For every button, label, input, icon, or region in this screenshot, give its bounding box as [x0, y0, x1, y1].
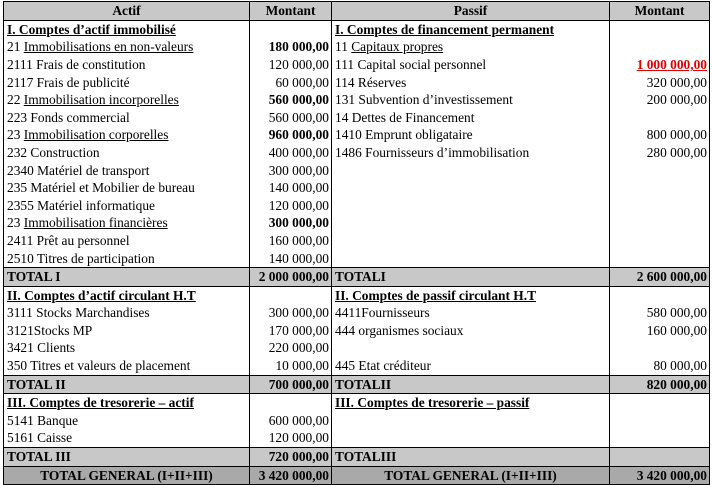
amount-cell: 120 000,00: [250, 56, 332, 74]
account-code: 23: [7, 215, 24, 231]
amount-cell: [610, 232, 710, 250]
table-row: [4, 215, 710, 233]
amount-cell: 140 000,00: [250, 250, 332, 268]
table-row: [4, 39, 710, 57]
account-group-label: Capitaux propres: [351, 39, 444, 55]
table-row: [4, 394, 710, 412]
total-amount: 700 000,00: [250, 375, 332, 394]
amount-cell: 560 000,00: [250, 91, 332, 109]
amount-cell: 170 000,00: [250, 322, 332, 340]
amount-cell: 120 000,00: [250, 197, 332, 215]
table-row: [4, 357, 710, 375]
amount-cell: 400 000,00: [250, 144, 332, 162]
amount-cell: [610, 250, 710, 268]
amount-cell: 10 000,00: [250, 357, 332, 375]
header-montant-actif: Montant: [250, 2, 332, 21]
account-cell: 111 Capital social personnel: [332, 56, 610, 74]
table-row: [4, 197, 710, 215]
account-cell: 5141 Banque: [4, 412, 250, 430]
account-cell: 3111 Stocks Marchandises: [4, 305, 250, 323]
header-row: [4, 2, 710, 21]
total-amount: 2 600 000,00: [610, 268, 710, 287]
table-row: [4, 91, 710, 109]
total-label: TOTALII: [332, 375, 610, 394]
table-row: [4, 74, 710, 92]
section-title-tresorerie-actif: III. Comptes de tresorerie – actif: [4, 394, 250, 412]
table-row: [4, 56, 710, 74]
amount-cell-highlight: [610, 56, 710, 74]
amount-cell: 80 000,00: [610, 357, 710, 375]
total-label: TOTAL II: [4, 375, 250, 394]
account-cell: [4, 39, 250, 57]
account-cell: [332, 250, 610, 268]
account-cell: 5161 Caisse: [4, 430, 250, 448]
header-actif: Actif: [4, 2, 250, 21]
section-title-actif-circulant: II. Comptes d’actif circulant H.T: [4, 286, 250, 304]
amount-cell: [610, 394, 710, 412]
account-cell: 114 Réserves: [332, 74, 610, 92]
amount-cell: [250, 21, 332, 39]
account-cell: 445 Etat créditeur: [332, 357, 610, 375]
table-row: [4, 162, 710, 180]
account-cell: 235 Matériel et Mobilier de bureau: [4, 179, 250, 197]
account-cell: 2340 Matériel de transport: [4, 162, 250, 180]
table-row: [4, 322, 710, 340]
section-title-actif-immobilise: I. Comptes d’actif immobilisé: [4, 21, 250, 39]
account-cell: 2117 Frais de publicité: [4, 74, 250, 92]
amount-cell: 600 000,00: [250, 412, 332, 430]
account-cell: [4, 91, 250, 109]
total-row: [4, 448, 710, 467]
section-title-financement-permanent: I. Comptes de financement permanent: [332, 21, 610, 39]
amount-cell: [610, 197, 710, 215]
table-row: [4, 305, 710, 323]
header-passif: Passif: [332, 2, 610, 21]
account-code: 22: [7, 92, 24, 108]
grand-total-label: TOTAL GENERAL (I+II+III): [4, 466, 250, 485]
account-cell: 3121Stocks MP: [4, 322, 250, 340]
account-cell: [332, 430, 610, 448]
account-cell: [332, 39, 610, 57]
account-cell: 131 Subvention d’investissement: [332, 91, 610, 109]
amount-cell: 960 000,00: [250, 127, 332, 145]
grand-total-amount: 3 420 000,00: [610, 466, 710, 485]
table-row: [4, 21, 710, 39]
account-cell: [332, 162, 610, 180]
account-cell: [4, 215, 250, 233]
account-cell: 1410 Emprunt obligataire: [332, 127, 610, 145]
account-group-label: Immobilisations en non-valeurs: [23, 39, 194, 55]
amount-cell: 160 000,00: [250, 232, 332, 250]
grand-total-row: [4, 466, 710, 485]
amount-cell: 200 000,00: [610, 91, 710, 109]
header-montant-passif: Montant: [610, 2, 710, 21]
amount-cell: [610, 286, 710, 304]
account-group-label: Immobilisation financières: [23, 215, 168, 231]
account-cell: 444 organismes sociaux: [332, 322, 610, 340]
account-cell: 4411Fournisseurs: [332, 305, 610, 323]
total-amount: 820 000,00: [610, 375, 710, 394]
table-row: [4, 144, 710, 162]
total-row: [4, 268, 710, 287]
table-row: [4, 250, 710, 268]
total-label: TOTALI: [332, 268, 610, 287]
amount-cell: 280 000,00: [610, 144, 710, 162]
table-row: [4, 179, 710, 197]
account-cell: [4, 127, 250, 145]
account-cell: 223 Fonds commercial: [4, 109, 250, 127]
table-row: [4, 340, 710, 358]
amount-cell: 160 000,00: [610, 322, 710, 340]
amount-cell: 300 000,00: [250, 305, 332, 323]
amount-cell: [610, 39, 710, 57]
table-row: [4, 286, 710, 304]
account-group-label: Immobilisation incorporelles: [23, 92, 179, 108]
amount-cell: 60 000,00: [250, 74, 332, 92]
total-row: [4, 375, 710, 394]
account-cell: [332, 340, 610, 358]
amount-cell: 580 000,00: [610, 305, 710, 323]
amount-cell: [610, 109, 710, 127]
highlighted-amount: 1 000 000,00: [636, 56, 707, 72]
account-cell: [332, 232, 610, 250]
account-cell: 2411 Prêt au personnel: [4, 232, 250, 250]
account-cell: [332, 179, 610, 197]
amount-cell: 180 000,00: [250, 39, 332, 57]
amount-cell: 800 000,00: [610, 127, 710, 145]
amount-cell: 320 000,00: [610, 74, 710, 92]
table-row: [4, 412, 710, 430]
account-cell: 2510 Titres de participation: [4, 250, 250, 268]
amount-cell: [610, 215, 710, 233]
amount-cell: 120 000,00: [250, 430, 332, 448]
account-cell: 1486 Fournisseurs d’immobilisation: [332, 144, 610, 162]
table-row: [4, 109, 710, 127]
account-cell: 350 Titres et valeurs de placement: [4, 357, 250, 375]
account-cell: [332, 412, 610, 430]
grand-total-amount: 3 420 000,00: [250, 466, 332, 485]
account-cell: 3421 Clients: [4, 340, 250, 358]
table-row: [4, 430, 710, 448]
grand-total-label: TOTAL GENERAL (I+II+III): [332, 466, 610, 485]
amount-cell: [610, 179, 710, 197]
amount-cell: 220 000,00: [250, 340, 332, 358]
amount-cell: [610, 340, 710, 358]
total-label: TOTAL III: [4, 448, 250, 467]
account-code: 23: [7, 127, 24, 143]
amount-cell: [610, 412, 710, 430]
section-title-tresorerie-passif: III. Comptes de tresorerie – passif: [332, 394, 610, 412]
amount-cell: [610, 162, 710, 180]
total-label: TOTALIII: [332, 448, 610, 467]
account-cell: 2111 Frais de constitution: [4, 56, 250, 74]
amount-cell: [250, 394, 332, 412]
amount-cell: [250, 286, 332, 304]
account-cell: 2355 Matériel informatique: [4, 197, 250, 215]
account-code: 11: [335, 39, 352, 55]
amount-cell: 560 000,00: [250, 109, 332, 127]
section-title-passif-circulant: II. Comptes de passif circulant H.T: [332, 286, 610, 304]
account-cell: [332, 215, 610, 233]
bilan-table: [3, 1, 710, 485]
account-cell: [332, 197, 610, 215]
table-row: [4, 232, 710, 250]
account-cell: 14 Dettes de Financement: [332, 109, 610, 127]
account-group-label: Immobilisation corporelles: [23, 127, 169, 143]
account-code: 21: [7, 39, 24, 55]
amount-cell: 140 000,00: [250, 179, 332, 197]
total-amount: 2 000 000,00: [250, 268, 332, 287]
total-label: TOTAL I: [4, 268, 250, 287]
account-cell: 232 Construction: [4, 144, 250, 162]
balance-sheet: [3, 1, 709, 483]
table-row: [4, 127, 710, 145]
amount-cell: [610, 430, 710, 448]
total-amount: [610, 448, 710, 467]
amount-cell: 300 000,00: [250, 162, 332, 180]
amount-cell: [610, 21, 710, 39]
amount-cell: 300 000,00: [250, 215, 332, 233]
total-amount: 720 000,00: [250, 448, 332, 467]
